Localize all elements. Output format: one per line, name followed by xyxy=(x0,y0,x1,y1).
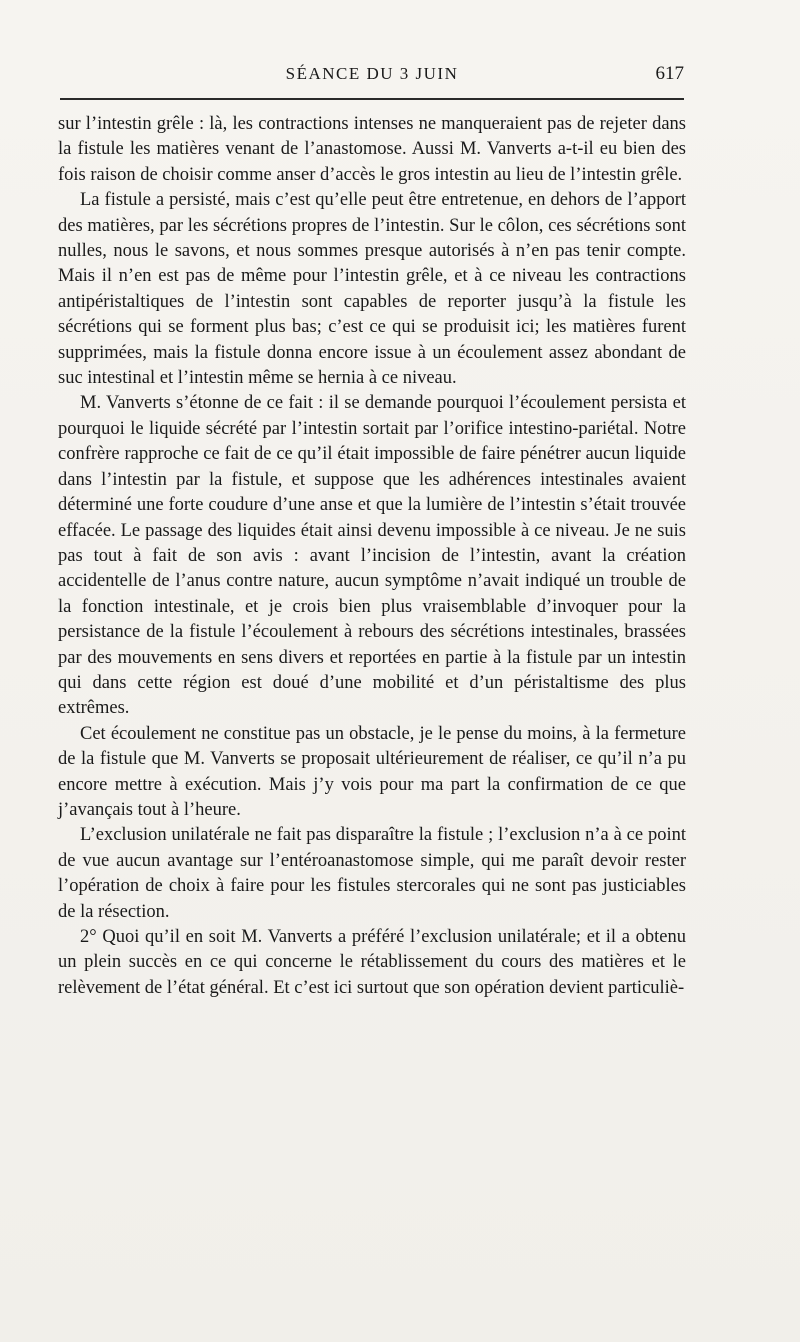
header-rule xyxy=(60,98,684,100)
body-text xyxy=(58,112,686,1001)
running-title: SÉANCE DU 3 JUIN xyxy=(285,64,459,83)
paragraph-4: Cet écoulement ne constitue pas un obstacle, je le pense du moins, à la fermeture de la fistule que M. Vanverts se proposait ultérieurement de réaliser, ce qu’il n’a pu encore mettre à exécution. Mais j’y vois pour ma part la confirmation de ce que j’avançais tout à l’heure. xyxy=(58,723,686,820)
paragraph-5: L’exclusion unilatérale ne fait pas disparaître la fistule ; l’exclusion n’a à ce point de vue aucun avantage sur l’entéroanastomose simple, qui me paraît devoir rester l’opération de choix à faire pour les fistules stercorales qui ne sont pas justiciables de la résection. xyxy=(58,825,686,922)
running-head xyxy=(60,60,684,88)
paragraph-6: 2° Quoi qu’il en soit M. Vanverts a préféré l’exclusion unilatérale; et il a obtenu un plein succès en ce qui concerne le rétablissement du cours des matières et le relèvement de l’état général. Et c’est ici surtout que son opération devient particuliè- xyxy=(58,927,686,998)
paragraph-2: La fistule a persisté, mais c’est qu’elle peut être entretenue, en dehors de l’apport des matières, par les sécrétions propres de l’intestin. Sur le côlon, ces sécrétions sont nulles, nous le savons, et nous sommes presque autorisés à n’en pas tenir compte. Mais il n’en est pas de même pour l’intestin grêle, et à ce niveau les contractions antipéristaltiques de l’intestin sont capables de reporter jusqu’à la fistule les sécrétions qui se forment plus bas; c’est ce qui se produisit ici; les matières furent supprimées, mais la fistule donna encore issue à un écoulement assez abondant de suc intestinal et l’intestin même se hernia à ce niveau. xyxy=(58,190,686,389)
paragraph-3: M. Vanverts s’étonne de ce fait : il se demande pourquoi l’écoulement persista et pourquoi le liquide sécrété par l’intestin sortait par l’orifice intestino-pariétal. Notre confrère rapproche ce fait de ce qu’il était impossible de faire pénétrer aucun liquide dans l’intestin par la fistule, et suppose que les adhérences intestinales avaient déterminé une forte coudure d’une anse et que la lumière de l’intestin s’était trouvée effacée. Le passage des liquides était ainsi devenu impossible à ce niveau. Je ne suis pas tout à fait de son avis : avant l’incision de l’intestin, avant la création accidentelle de l’anus contre nature, aucun symptôme n’avait indiqué un trouble de la fonction intestinale, et je crois bien plus vraisemblable d’invoquer pour la persistance de la fistule l’écoulement à rebours des sécrétions intestinales, brassées par des mouvements en sens divers et reportées en partie à la fistule par un intestin qui dans cette région est doué d’une mobilité et d’un péristaltisme des plus extrêmes. xyxy=(58,393,686,719)
paragraph-1: sur l’intestin grêle : là, les contractions intenses ne manqueraient pas de rejeter dans la fistule les matières venant de l’anastomose. Aussi M. Vanverts a-t-il eu bien des fois raison de choisir comme anser d’accès le gros intestin au lieu de l’intestin grêle. xyxy=(58,114,686,185)
page-number: 617 xyxy=(655,63,684,84)
